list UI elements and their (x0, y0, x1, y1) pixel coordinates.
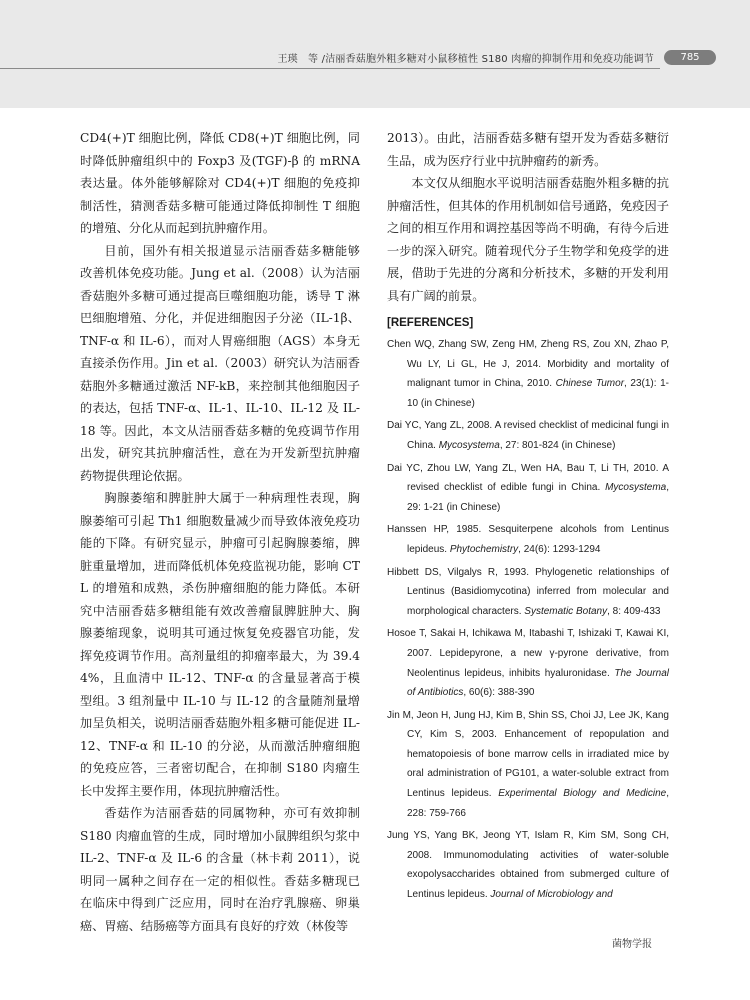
reference-item: Hibbett DS, Vilgalys R, 1993. Phylogenetic relationships of Lentinus (Basidiomycotina) inferred from molecular and morphological characters. Systematic Botany, 8: 409-433 (387, 566, 669, 617)
reference-item: Jung YS, Yang BK, Jeong YT, Islam R, Kim SM, Song CH, 2008. Immunomodulating activities of water-soluble exopolysaccharides obtained from submerged culture of Lentinus lepideus. Journal of Microbiology and (387, 830, 669, 901)
paragraph: 2013）。由此，洁丽香菇多糖有望开发为香菇多糖衍生品，成为医疗行业中抗肿瘤药的新秀。 (387, 131, 669, 168)
reference-list (387, 335, 669, 905)
left-column (80, 127, 360, 937)
paragraph: 香菇作为洁丽香菇的同属物种，亦可有效抑制 S180 肉瘤血管的生成，同时增加小鼠脾组织匀浆中 IL-2、TNF-α 及 IL-6 的含量（林卡莉 2011），说明同一属种之间存在一定的相似性。香菇多糖现已在临床中得到广泛应用，同时在治疗乳腺癌、卵巢癌、胃癌、结肠癌等方面具有良好的疗效（林俊等 (80, 806, 360, 933)
header-rule (0, 68, 660, 69)
reference-item: Dai YC, Zhou LW, Yang ZL, Wen HA, Bau T, Li TH, 2010. A revised checklist of edible fungi in China. Mycosystema, 29: 1-21 (in Chinese) (387, 462, 669, 513)
page-number: 785 (664, 50, 716, 65)
right-column (387, 127, 669, 908)
paragraph: 胸腺萎缩和脾脏肿大属于一种病理性表现，胸腺萎缩可引起 Th1 细胞数量减少而导致体液免疫功能的下降。有研究显示，肿瘤可引起胸腺萎缩，脾脏重量增加，进而降低机体免疫监视功能，影响 CTL 的增殖和成熟，杀伤肿瘤细胞的能力降低。本研究中洁丽香菇多糖组能有效改善瘤鼠脾脏肿大、胸腺萎缩现象，说明其可通过恢复免疫器官功能，发挥免疫调节作用。高剂量组的抑瘤率最大，为 39.44%，且血清中 IL-12、TNF-α 的含量显著高于模型组。3 组剂量中 IL-10 与 IL-12 的含量随剂量增加呈负相关，说明洁丽香菇胞外粗多糖可能促进 IL-12、TNF-α 和 IL-10 的分泌，从而激活肿瘤细胞的免疫应答，三者密切配合，在抑制 S180 肉瘤生长中发挥主要作用，体现抗肿瘤活性。 (80, 491, 360, 798)
reference-item: Dai YC, Yang ZL, 2008. A revised checklist of medicinal fungi in China. Mycosystema, 27: 801-824 (in Chinese) (387, 420, 669, 451)
reference-item: Chen WQ, Zhang SW, Zeng HM, Zheng RS, Zou XN, Zhao P, Wu LY, Li GL, He J, 2014. Morbidity and mortality of malignant tumor in China, 2010. Chinese Tumor, 23(1): 1-10 (in Chinese) (387, 339, 670, 409)
running-title: 王瑛 等 /洁丽香菇胞外粗多糖对小鼠移植性 S180 肉瘤的抑制作用和免疫功能调节 (277, 54, 654, 65)
reference-item: Jin M, Jeon H, Jung HJ, Kim B, Shin SS, Choi JJ, Lee JK, Kang CY, Kim S, 2003. Enhancement of repopulation and hematopoiesis of bone marrow cells in irradiated mice by oral administration of PG101, a water-soluble extract from Lentinus lepideus. Experimental Biology and Medicine, 228: 759-766 (387, 709, 669, 819)
paragraph: CD4(+)T 细胞比例，降低 CD8(+)T 细胞比例，同时降低肿瘤组织中的 Foxp3 及(TGF)-β 的 mRNA 表达量。体外能够解除对 CD4(+)T 细胞的免疫抑制活性，猜测香菇多糖可能通过降低抑制性 T 细胞的增殖、分化从而起到抗肿瘤作用。 (80, 131, 360, 235)
reference-item: Hanssen HP, 1985. Sesquiterpene alcohols from Lentinus lepideus. Phytochemistry, 24(6): 1293-1294 (387, 524, 669, 555)
paragraph: 目前，国外有相关报道显示洁丽香菇多糖能够改善机体免疫功能。Jung et al.（2008）认为洁丽香菇胞外多糖可通过提高巨噬细胞功能，诱导 T 淋巴细胞增殖、分化，并促进细胞因子分泌（IL-1β、TNF-α 和 IL-6），而对人胃癌细胞（AGS）本身无直接杀伤作用。Jin et al.（2003）研究认为洁丽香菇胞外多糖通过激活 NF-kB，来控制其他细胞因子的表达，包括 TNF-α、IL-1、IL-10、IL-12 及 IL-18 等。因此，本文从洁丽香菇多糖的免疫调节作用出发，研究其抗肿瘤活性，意在为开发新型抗肿瘤药物提供理论依据。 (80, 243, 360, 483)
footer-journal-name: 菌物学报 (612, 939, 652, 950)
reference-item: Hosoe T, Sakai H, Ichikawa M, Itabashi T, Ishizaki T, Kawai KI, 2007. Lepidepyrone, a new γ-pyrone derivative, from Neolentinus lepideus, inhibits hyaluronidase. The Journal of Antibiotics, 60(6): 388-390 (387, 628, 669, 699)
paragraph: 本文仅从细胞水平说明洁丽香菇胞外粗多糖的抗肿瘤活性，但其体的作用机制如信号通路，免疫因子之间的相互作用和调控基因等尚不明确，有待今后进一步的深入研究。随着现代分子生物学和免疫学的进展，借助于先进的分离和分析技术，多糖的开发利用具有广阔的前景。 (387, 176, 669, 303)
references-heading: [REFERENCES] (387, 317, 474, 329)
